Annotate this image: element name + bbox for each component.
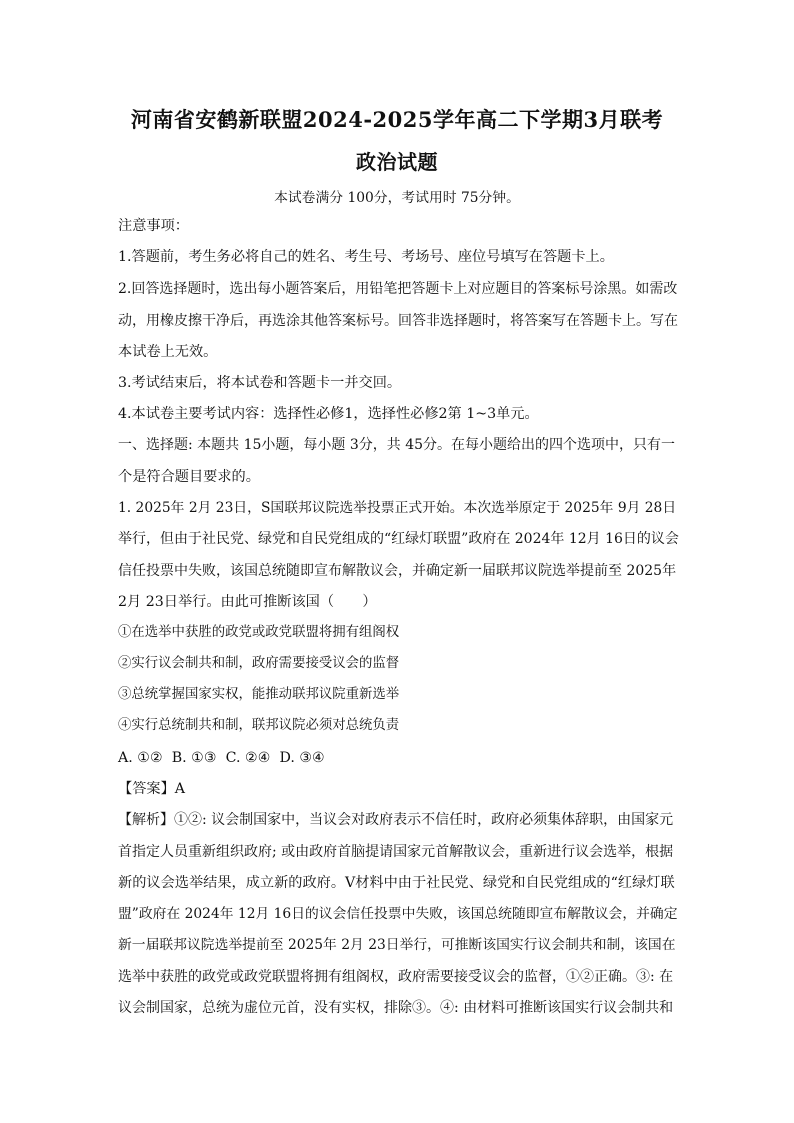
statement-4: ④实行总统制共和制，联邦议院必须对总统负责 bbox=[118, 718, 400, 733]
section-heading-line-1: 一、选择题: 本题共 15小题，每小题 3分，共 45分。在每小题给出的四个选项中，只有一 bbox=[118, 437, 676, 453]
analysis-line-2: 首指定人员重新组织政府; 或由政府首脑提请国家元首解散议会，重新进行议会选举，根据 bbox=[118, 844, 674, 860]
notes-heading: 注意事项： bbox=[118, 218, 189, 234]
statement-2: ②实行议会制共和制，政府需要接受议会的监督 bbox=[118, 656, 400, 671]
analysis-line-4: 盟”政府在 2024年 12月 16日的议会信任投票中失败，该国总统随即宣布解散议会，并确定 bbox=[118, 906, 678, 922]
note-item-4: 4.本试卷主要考试内容：选择性必修1，选择性必修2第 1~3单元。 bbox=[118, 406, 539, 422]
note-item-2-line-2: 动，用橡皮擦干净后，再选涂其他答案标号。回答非选择题时，将答案写在答题卡上。写在 bbox=[118, 313, 678, 329]
analysis-line-3: 新的议会选举结果，成立新的政府。V材料中由于社民党、绿党和自民党组成的“红绿灯联 bbox=[118, 875, 675, 891]
question-1-line-2: 举行，但由于社民党、绿党和自民党组成的“红绿灯联盟”政府在 2024年 12月 16日的议会 bbox=[118, 531, 679, 547]
question-1-line-3: 信任投票中失败，该国总统随即宣布解散议会，并确定新一届联邦议院选举提前至 2025年 bbox=[118, 563, 677, 579]
answer-options: A. ①② B. ①③ C. ②④ D. ③④ bbox=[118, 750, 325, 766]
analysis-line-6: 选举中获胜的政党或政党联盟将拥有组阁权，政府需要接受议会的监督，①②正确。③: 在 bbox=[118, 969, 674, 985]
note-item-2-line-3: 本试卷上无效。 bbox=[118, 344, 218, 360]
note-item-2-line-1: 2.回答选择题时，选出每小题答案后，用铅笔把答题卡上对应题目的答案标号涂黑。如需改 bbox=[118, 281, 678, 297]
section-heading-line-2: 个是符合题目要求的。 bbox=[118, 469, 260, 485]
note-item-1: 1.答题前，考生务必将自己的姓名、考生号、考场号、座位号填写在答题卡上。 bbox=[118, 249, 614, 265]
exam-info: 本试卷满分 100分，考试用时 75分钟。 bbox=[274, 190, 520, 206]
analysis-line-7: 议会制国家，总统为虚位元首，没有实权，排除③。④: 由材料可推断该国实行议会制共和 bbox=[118, 1000, 674, 1016]
analysis-line-1: 【解析】①②: 议会制国家中，当议会对政府表示不信任时，政府必须集体辞职，由国家元 bbox=[118, 812, 674, 828]
analysis-line-5: 新一届联邦议院选举提前至 2025年 2月 23日举行，可推断该国实行议会制共和制，该国在 bbox=[118, 937, 676, 953]
statement-1: ①在选举中获胜的政党或政党联盟将拥有组阁权 bbox=[118, 625, 400, 640]
question-1-line-1: 1. 2025年 2月 23日，S国联邦议院选举投票正式开始。本次选举原定于 2025年 9月 28日 bbox=[118, 500, 677, 516]
statement-3: ③总统掌握国家实权，能推动联邦议院重新选举 bbox=[118, 687, 400, 702]
exam-title: 河南省安鹤新联盟2024-2025学年高二下学期3月联考 bbox=[130, 107, 664, 132]
note-item-3: 3.考试结束后，将本试卷和答题卡一并交回。 bbox=[118, 375, 402, 391]
exam-subject: 政治试题 bbox=[356, 150, 438, 174]
answer-line: 【答案】A bbox=[118, 781, 185, 797]
question-1-line-4: 2月 23日举行。由此可推断该国（ ） bbox=[118, 594, 377, 610]
